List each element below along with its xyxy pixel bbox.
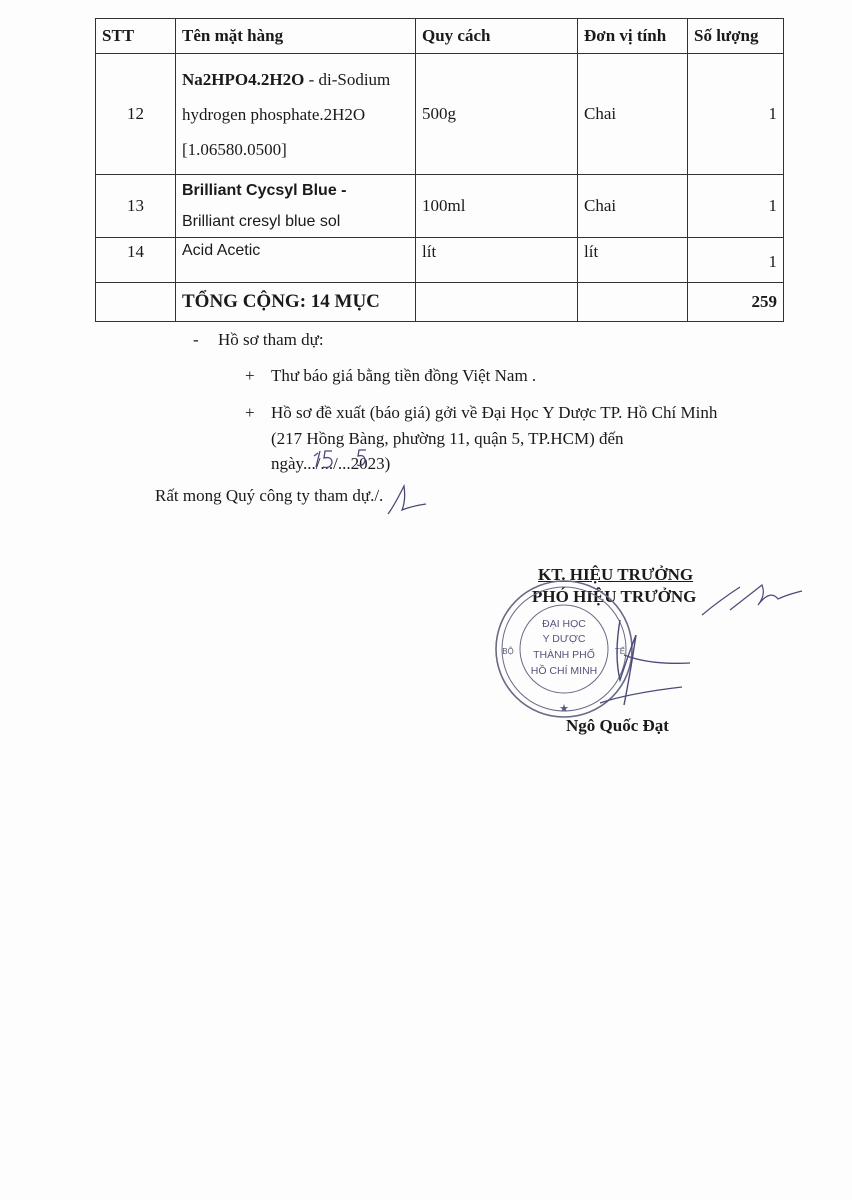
row-spec: 500g <box>416 54 578 175</box>
row-unit: lít <box>578 238 688 283</box>
seal-text-left: BỘ <box>502 647 514 656</box>
table-row <box>96 238 784 283</box>
signature-title-line2: PHÓ HIỆU TRƯỞNG <box>532 587 697 606</box>
row-item-name <box>176 175 416 238</box>
handwritten-date-icon <box>308 447 388 475</box>
row-quantity: 1 <box>688 238 784 283</box>
row-stt: 14 <box>96 238 176 283</box>
row-unit: Chai <box>578 54 688 175</box>
note-item-submission-line3: ngày.../.../...2023) <box>271 454 391 473</box>
seal-text-line4: HỒ CHÍ MINH <box>530 665 598 677</box>
total-unit-cell <box>578 283 688 322</box>
seal-text-line2: Y DƯỢC <box>542 633 586 645</box>
handwritten-signature-icon <box>590 565 820 735</box>
note-item-quotation: Thư báo giá bằng tiền đồng Việt Nam . <box>271 366 537 385</box>
initial-signature-icon <box>382 480 432 520</box>
item-name-bold: Na2HPO4.2H2O <box>182 69 305 89</box>
item-name-text: [1.06580.0500] <box>182 139 287 159</box>
table-total-row <box>96 283 784 322</box>
row-quantity: 1 <box>688 54 784 175</box>
row-unit: Chai <box>578 175 688 238</box>
note-item-submission-line2: (217 Hồng Bàng, phường 11, quận 5, TP.HCM) đến <box>271 429 624 448</box>
closing-text: Rất mong Quý công ty tham dự./. <box>155 486 384 505</box>
header-unit: Đơn vị tính <box>578 19 688 54</box>
header-spec: Quy cách <box>416 19 578 54</box>
total-label: TỔNG CỘNG: 14 MỤC <box>176 283 416 322</box>
row-item-name: Acid Acetic <box>176 238 416 283</box>
item-name-text: - di-Sodium <box>304 69 391 89</box>
row-stt: 12 <box>96 54 176 175</box>
plus-marker: + <box>245 366 255 385</box>
signature-title-line1: KT. HIỆU TRƯỞNG <box>538 565 694 584</box>
total-stt-cell <box>96 283 176 322</box>
seal-text-line3: THÀNH PHỐ <box>533 649 595 661</box>
svg-text:★: ★ <box>559 703 569 715</box>
table-row <box>96 175 784 238</box>
signer-name: Ngô Quốc Đạt <box>566 716 669 735</box>
table-row <box>96 54 784 175</box>
items-table <box>95 18 784 322</box>
plus-marker: + <box>245 403 255 422</box>
header-item-name: Tên mặt hàng <box>176 19 416 54</box>
header-stt: STT <box>96 19 176 54</box>
total-spec-cell <box>416 283 578 322</box>
item-name-text: hydrogen phosphate.2H2O <box>182 104 366 124</box>
seal-text-line1: ĐẠI HỌC <box>542 618 586 630</box>
row-item-name <box>176 54 416 175</box>
row-spec: 100ml <box>416 175 578 238</box>
row-spec: lít <box>416 238 578 283</box>
item-name-text: Brilliant cresyl blue sol <box>182 213 341 230</box>
row-quantity: 1 <box>688 175 784 238</box>
seal-text-right: TẾ <box>614 647 626 656</box>
table-header-row <box>96 19 784 54</box>
total-quantity: 259 <box>688 283 784 322</box>
item-name-bold: Brilliant Cycsyl Blue - <box>182 182 347 199</box>
row-stt: 13 <box>96 175 176 238</box>
note-item-submission-line1: Hồ sơ đề xuất (báo giá) gởi về Đại Học Y Dược TP. Hồ Chí Minh <box>271 403 718 422</box>
notes-heading: Hồ sơ tham dự: <box>218 330 324 349</box>
header-quantity: Số lượng <box>688 19 784 54</box>
dash-marker: - <box>193 330 199 349</box>
